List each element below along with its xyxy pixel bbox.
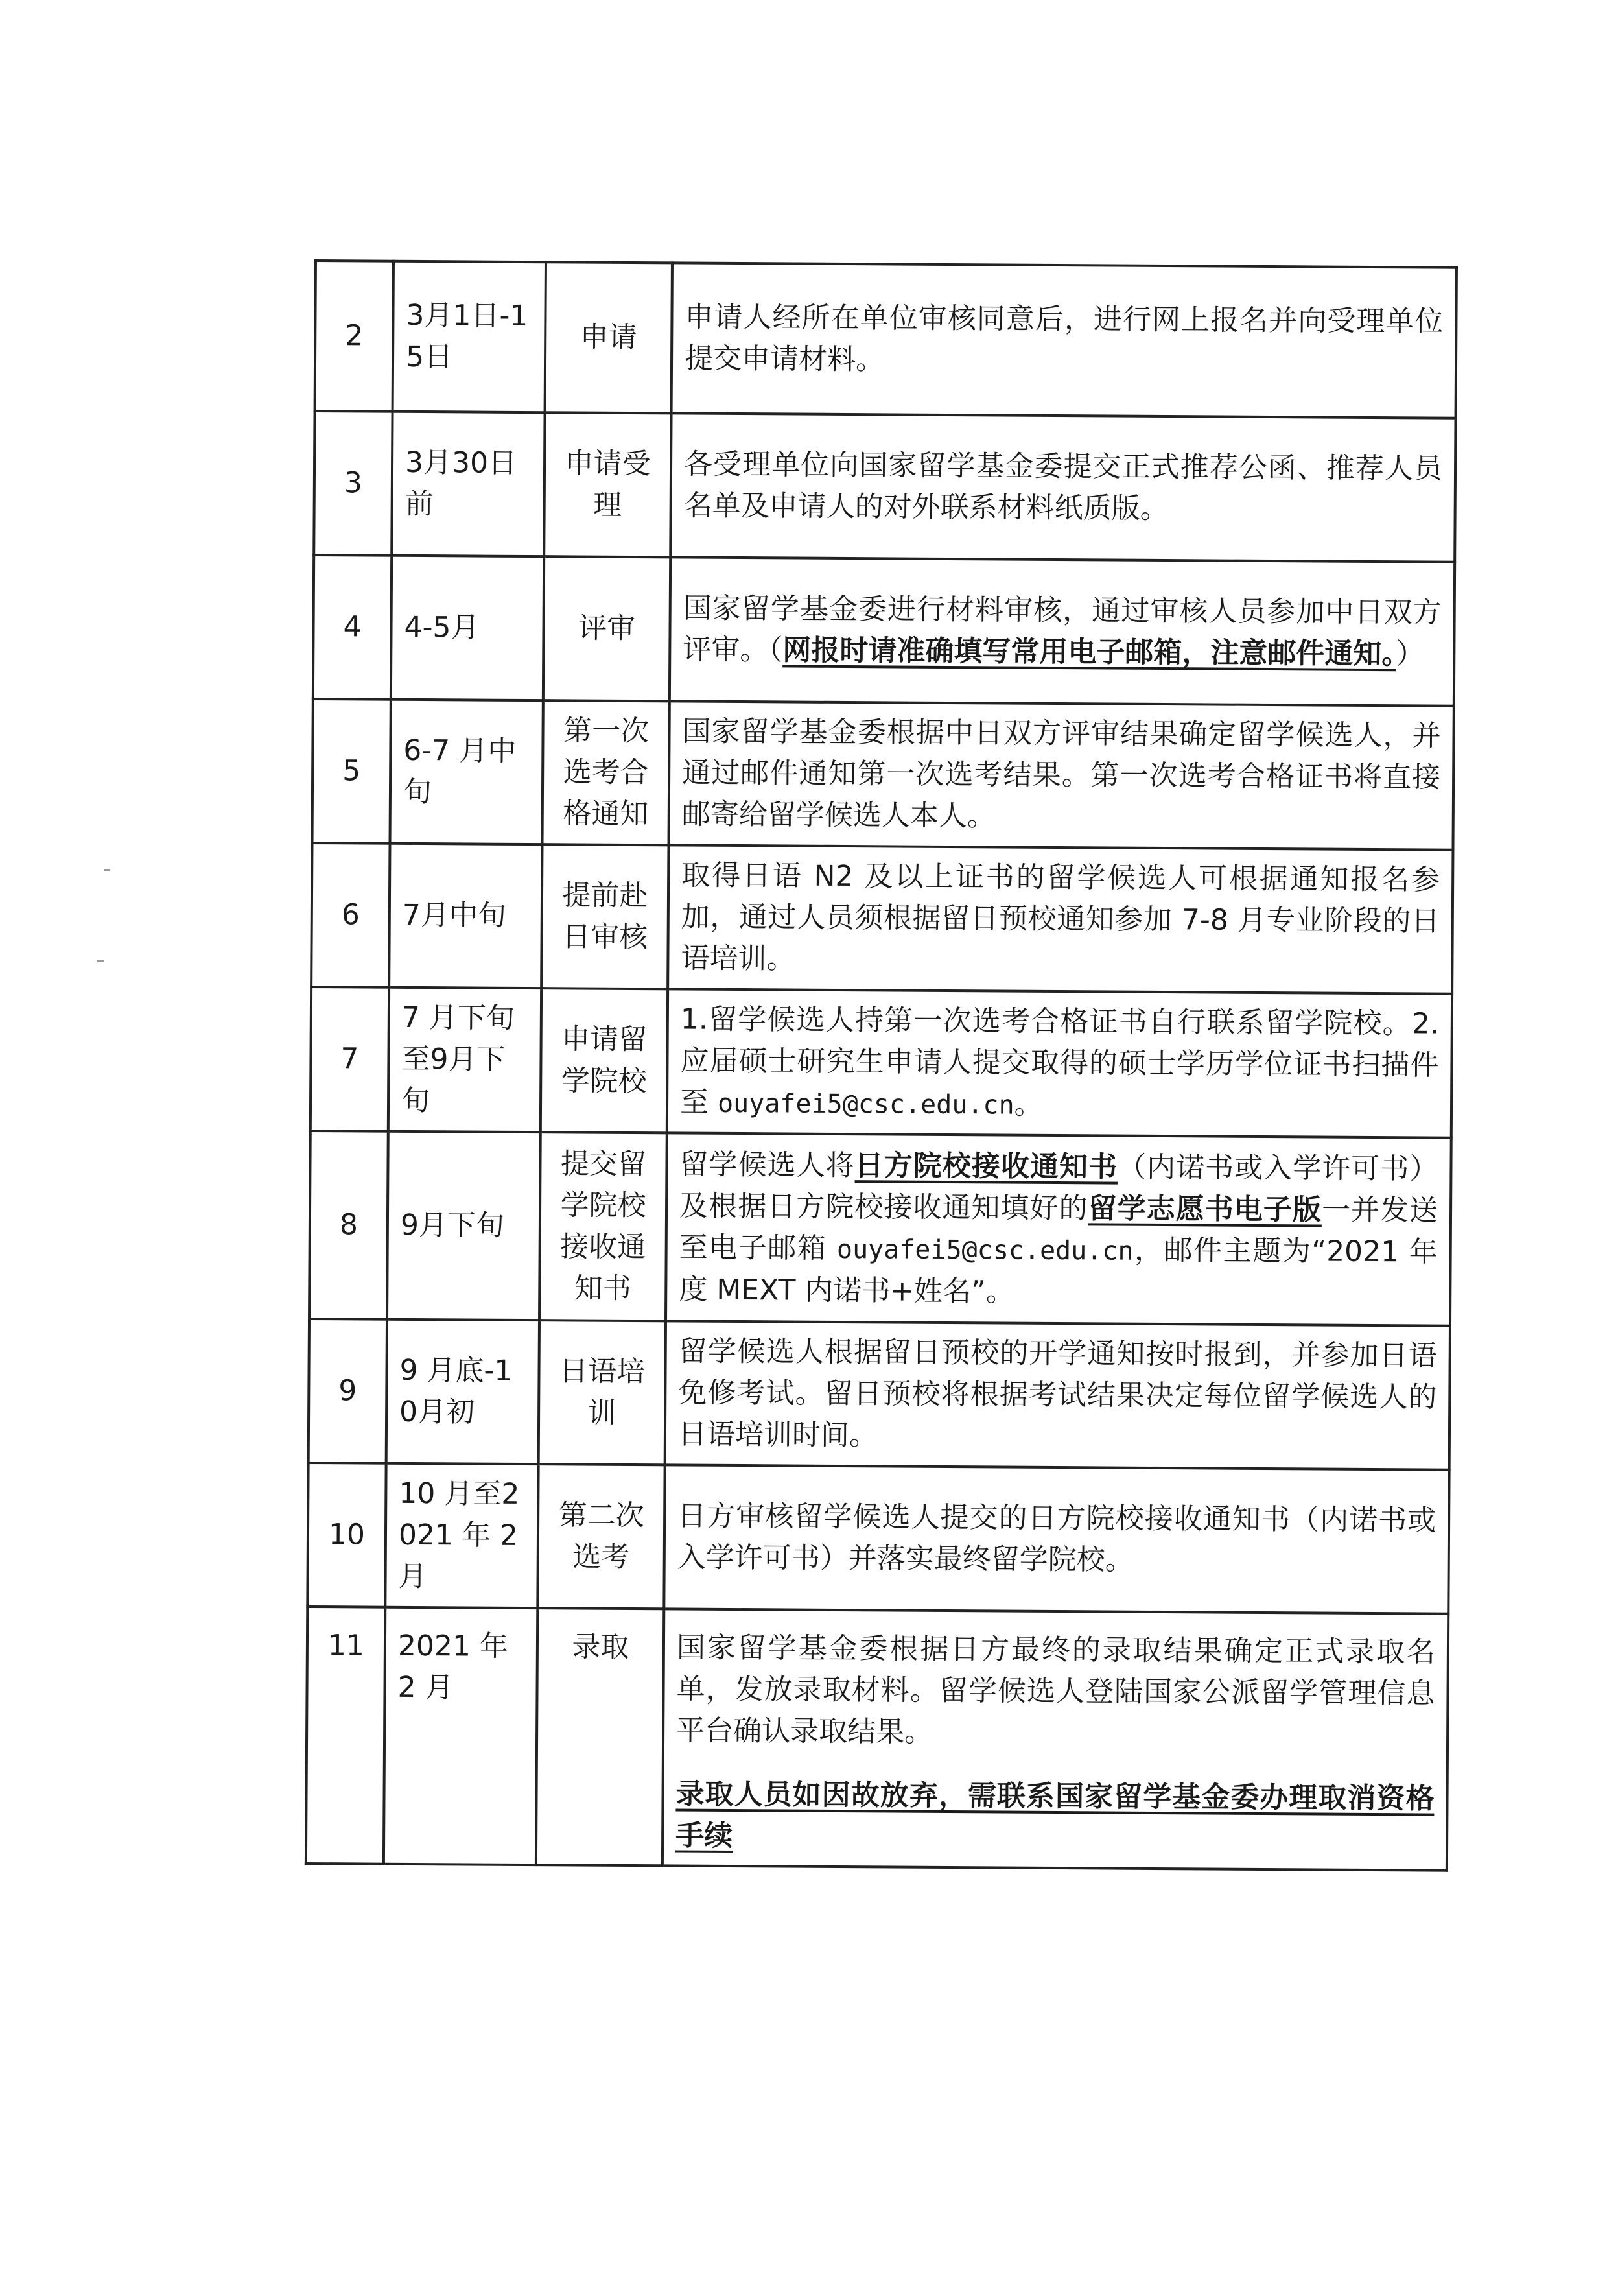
row-number: 2 [315,261,393,412]
row-description: 留学候选人根据留日预校的开学通知按时报到，并参加日语免修考试。留日预校将根据考试结果决定每位留学候选人的日语培训时间。 [665,1321,1450,1469]
row-date: 3月30日前 [392,412,545,556]
withdrawal-note: 录取人员如因故放弃，需联系国家留学基金委办理取消资格手续 [675,1777,1435,1852]
row-number: 8 [309,1131,388,1320]
row-stage: 第一次选考合格通知 [542,700,669,845]
table-row [313,555,1455,706]
desc-text: ） [1396,637,1425,671]
row-date: 3月1日-15日 [393,261,546,412]
row-stage: 评审 [543,556,670,701]
row-description [667,989,1452,1137]
row-date: 9 月底-10月初 [386,1320,539,1464]
row-stage: 提前赴日审核 [541,844,668,989]
row-number: 6 [311,843,390,988]
table-row [306,1607,1448,1871]
desc-text: 国家留学基金委根据日方最终的录取结果确定正式录取名单，发放录取材料。留学候选人登陆国家公派留学管理信息平台确认录取结果。 [675,1631,1436,1749]
desc-text: 一并发送至电子邮箱 [679,1193,1438,1265]
row-stage: 提交留学院校接收通知书 [539,1132,667,1321]
row-number: 11 [306,1607,385,1864]
table-row [309,1131,1451,1326]
row-date: 4-5月 [391,556,544,700]
row-date: 7 月下旬至9月下旬 [388,988,541,1132]
row-number: 3 [314,411,392,556]
row-description: 日方审核留学候选人提交的日方院校接收通知书（内诺书或入学许可书）并落实最终留学院校。 [664,1465,1449,1613]
table-row [311,987,1452,1138]
row-date: 10 月至2021 年 2 月 [385,1463,538,1608]
desc-text: 留学候选人将 [679,1147,855,1182]
row-description [662,1609,1448,1870]
row-description: 国家留学基金委根据中日双方评审结果确定留学候选人，并通过邮件通知第一次选考结果。第一次选考合格证书将直接邮寄给留学候选人本人。 [668,701,1453,849]
row-description: 申请人经所在单位审核同意后，进行网上报名并向受理单位提交申请材料。 [672,263,1457,418]
row-stage: 录取 [536,1608,664,1865]
row-number: 10 [307,1463,386,1607]
schedule-table [305,259,1458,1872]
desc-text: 1.留学候选人持第一次选考合格证书自行联系留学院校。2.应届硕士研究生申请人提交取得的硕士学历学位证书扫描件至 [679,1002,1439,1119]
row-stage: 申请留学院校 [541,988,668,1133]
table-row [312,699,1454,850]
desc-text: （内诺书或入学许可书）及根据日方院校接收通知填好的 [679,1150,1438,1225]
table-row [315,261,1457,418]
row-description: 取得日语 N2 及以上证书的留学候选人可根据通知报名参加，通过人员须根据留日预校通知参加 7-8 月专业阶段的日语培训。 [668,845,1453,993]
row-date: 7月中旬 [389,844,542,988]
table-row [314,411,1455,562]
email-address: ouyafei5@csc.edu.cn [717,1088,1014,1120]
email-notice-emphasis: 网报时请准确填写常用电子邮箱，注意邮件通知。 [782,633,1396,671]
row-stage: 日语培训 [539,1320,666,1465]
row-stage: 申请 [545,262,672,413]
desc-text: 。 [1014,1087,1043,1121]
acceptance-letter-emphasis: 日方院校接收通知书 [854,1148,1118,1184]
scan-mark [104,869,110,871]
row-stage: 第二次选考 [537,1464,664,1609]
row-stage: 申请受理 [544,412,671,557]
row-date: 6-7 月中旬 [390,700,543,844]
table-row [311,843,1453,994]
application-form-emphasis: 留学志愿书电子版 [1088,1191,1322,1227]
row-number: 5 [312,699,391,844]
table-row [309,1319,1450,1470]
desc-text: ，邮件主题为“2021 年度 MEXT 内诺书+姓名”。 [679,1233,1438,1308]
row-description [666,1133,1451,1325]
row-date: 2021 年 2 月 [384,1607,537,1865]
row-number: 9 [309,1319,387,1463]
desc-text: 国家留学基金委进行材料审核，通过审核人员参加中日双方评审。（ [683,591,1442,667]
row-number: 4 [313,555,392,700]
scan-mark [97,960,104,962]
email-address: ouyafei5@csc.edu.cn [836,1234,1134,1266]
row-description: 各受理单位向国家留学基金委提交正式推荐公函、推荐人员名单及申请人的对外联系材料纸质版。 [670,413,1455,562]
table-row [307,1463,1449,1614]
row-description [670,557,1455,705]
row-number: 7 [311,987,389,1131]
row-date: 9月下旬 [387,1131,541,1320]
